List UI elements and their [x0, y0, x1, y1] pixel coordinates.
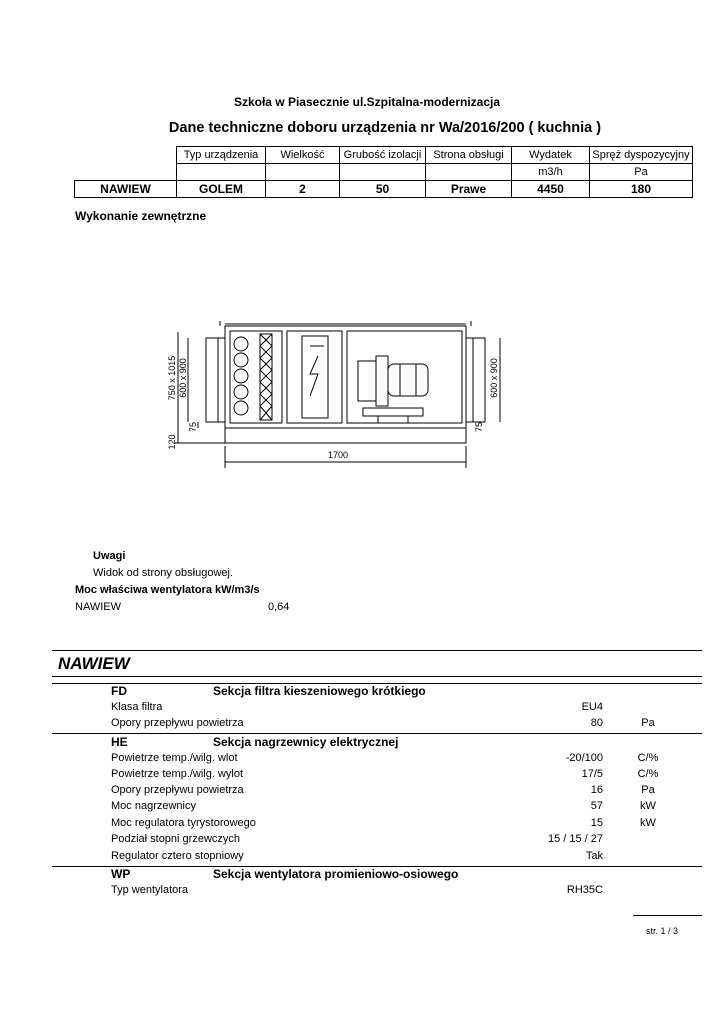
value-airflow: 4450 [512, 181, 590, 198]
unit-device-type [177, 164, 266, 181]
param-unit: kW [640, 817, 656, 829]
section-title: NAWIEW [58, 654, 130, 673]
dim-flange-right: 75 [474, 421, 484, 433]
row-name: NAWIEW [75, 181, 177, 198]
param-label: Powietrze temp./wilg. wylot [111, 768, 244, 780]
param-label: Moc regulatora tyrystorowego [111, 817, 256, 829]
value-pressure: 180 [590, 181, 693, 198]
header-device-type: Typ urządzenia [177, 147, 266, 164]
table-blank-cell [75, 147, 177, 164]
dim-length: 1700 [327, 450, 349, 460]
param-value: 15 / 15 / 27 [547, 833, 603, 845]
param-unit: Pa [641, 784, 655, 796]
param-label: Opory przepływu powietrza [111, 717, 244, 729]
notes-heading: Uwagi [93, 550, 126, 562]
param-value: Tak [585, 850, 603, 862]
unit-size [266, 164, 340, 181]
section-divider [52, 733, 702, 734]
document-title: Dane techniczne doboru urządzenia nr Wa/2016/200 ( kuchnia ) [168, 120, 602, 136]
section-name-he: Sekcja nagrzewnicy elektrycznej [213, 735, 399, 749]
outlet-flange [473, 338, 485, 422]
section-name-wp: Sekcja wentylatora promieniowo-osiowego [213, 867, 459, 881]
param-label: Moc nagrzewnicy [111, 800, 196, 812]
value-size: 2 [266, 181, 340, 198]
param-value: -20/100 [565, 752, 603, 764]
section-divider [52, 676, 702, 677]
page-number: str. 1 / 3 [646, 926, 679, 936]
header-pressure: Spręż dyspozycyjny [590, 147, 693, 164]
param-unit: kW [640, 800, 656, 812]
param-label: Klasa filtra [111, 701, 163, 713]
table-blank-cell [75, 164, 177, 181]
param-unit: C/% [637, 768, 659, 780]
param-label: Powietrze temp./wilg. wlot [111, 752, 238, 764]
device-table-unit-row [75, 164, 693, 181]
section-code-he: HE [111, 735, 128, 749]
fan-power-heading: Moc właściwa wentylatora kW/m3/s [75, 584, 260, 596]
inlet-flange [206, 338, 218, 422]
param-value: EU4 [581, 701, 603, 713]
device-table-header-row [75, 147, 693, 164]
execution-label: Wykonanie zewnętrzne [75, 209, 207, 223]
fan-power-label: NAWIEW [75, 601, 122, 613]
param-value: 17/5 [581, 768, 603, 780]
header-service-side: Strona obsługi [426, 147, 512, 164]
param-label: Regulator cztero stopniowy [111, 850, 244, 862]
dim-height-total: 750 x 1015 [167, 355, 177, 401]
header-insulation: Grubość izolacji [340, 147, 426, 164]
param-value: 16 [590, 784, 603, 796]
section-code-fd: FD [111, 684, 127, 698]
section-name-fd: Sekcja filtra kieszeniowego krótkiego [213, 684, 426, 698]
unit-service-side [426, 164, 512, 181]
value-service-side: Prawe [426, 181, 512, 198]
device-table-value-row [75, 181, 693, 198]
fan-section [347, 331, 462, 423]
notes-text: Widok od strony obsługowej. [93, 567, 234, 579]
param-label: Typ wentylatora [111, 884, 189, 896]
value-insulation: 50 [340, 181, 426, 198]
unit-drawing [160, 316, 510, 474]
dim-base: 120 [167, 434, 177, 450]
param-value: 57 [590, 800, 603, 812]
param-value: 15 [590, 817, 603, 829]
param-unit: C/% [637, 752, 659, 764]
filter-section [230, 331, 282, 423]
dim-inlet: 600 x 900 [178, 358, 188, 398]
base-frame [225, 428, 466, 443]
unit-pressure: Pa [590, 164, 693, 181]
param-value: 80 [590, 717, 603, 729]
header-airflow: Wydatek [512, 147, 590, 164]
footer-divider [633, 915, 702, 916]
param-label: Opory przepływu powietrza [111, 784, 244, 796]
param-label: Podział stopni grzewczych [111, 833, 241, 845]
school-title: Szkoła w Piasecznie ul.Szpitalna-modernizacja [233, 95, 501, 109]
unit-insulation [340, 164, 426, 181]
dim-outlet: 600 x 900 [489, 358, 499, 398]
device-table [74, 146, 693, 198]
heater-section [287, 331, 342, 423]
section-code-wp: WP [111, 867, 131, 881]
value-device-type: GOLEM [177, 181, 266, 198]
header-size: Wielkość [266, 147, 340, 164]
casing-outline [225, 326, 466, 428]
fan-power-value: 0,64 [268, 601, 290, 613]
param-unit: Pa [641, 717, 655, 729]
unit-airflow: m3/h [512, 164, 590, 181]
dim-flange-left: 75 [188, 421, 198, 433]
section-divider-top [52, 650, 702, 651]
param-value: RH35C [566, 884, 603, 896]
